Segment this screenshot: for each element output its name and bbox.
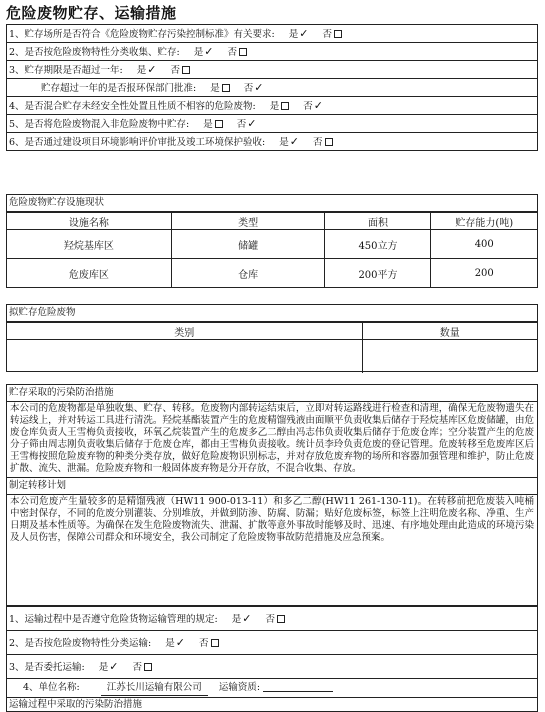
- column-header: 设施名称: [7, 213, 171, 230]
- question-text: 3、是否委托运输:: [9, 662, 85, 673]
- transport-measures-heading: 运输过程中采取的污染防治措施: [9, 699, 143, 710]
- question-text: 3、贮存期限是否超过一年:: [9, 65, 123, 76]
- option-label: 是: [210, 83, 220, 94]
- option-label: 否: [265, 614, 275, 625]
- check-mark-icon: ✓: [299, 27, 309, 40]
- facility-name: 危废库区: [7, 259, 171, 288]
- column-header: 数量: [362, 323, 537, 340]
- question-row: [7, 115, 537, 133]
- option-label: 是: [193, 47, 204, 58]
- table-row: [7, 230, 537, 259]
- checkbox-icon: [239, 48, 247, 56]
- checkbox-icon: [215, 120, 223, 128]
- checkbox-icon: [211, 639, 219, 647]
- option-label: 是: [288, 29, 299, 40]
- question-text: 4、是否混合贮存未经安全性处置且性质不相容的危险废物:: [9, 101, 256, 112]
- table-row: [7, 259, 537, 288]
- option-yes[interactable]: [270, 98, 290, 115]
- check-mark-icon: ✓: [109, 660, 119, 673]
- transport-unit-value: 江苏长川运输有限公司: [101, 681, 208, 696]
- question-text: 1、运输过程中是否遵守危险货物运输管理的规定:: [9, 614, 218, 625]
- option-no[interactable]: [244, 79, 264, 97]
- option-label: 否: [170, 65, 180, 76]
- checkbox-icon: [222, 84, 230, 92]
- option-no[interactable]: [170, 62, 190, 79]
- question-row: [7, 655, 537, 678]
- option-label: 否: [243, 83, 254, 94]
- option-label: 否: [227, 47, 237, 58]
- checkbox-icon: [277, 615, 285, 623]
- storage-questions-box: [6, 24, 538, 151]
- facility-area: 200平方: [325, 259, 431, 288]
- option-label: 是: [136, 65, 147, 76]
- option-label: 否: [303, 101, 313, 112]
- option-label: 是: [279, 137, 289, 148]
- option-no[interactable]: [227, 44, 247, 61]
- facilities-table: [7, 212, 537, 287]
- option-no[interactable]: [199, 632, 219, 655]
- option-yes[interactable]: [289, 25, 309, 43]
- question-text: 5、是否将危险废物混入非危险废物中贮存:: [9, 119, 190, 130]
- facility-area: 450立方: [325, 230, 431, 259]
- facilities-header-row: [7, 213, 537, 230]
- check-mark-icon: ✓: [242, 612, 252, 625]
- facility-capacity: 200: [431, 259, 537, 288]
- checkbox-icon: [182, 66, 190, 74]
- transport-measures-box: [6, 697, 538, 712]
- question-text: 2、是否按危险废物特性分类运输:: [9, 638, 152, 649]
- option-no[interactable]: [265, 608, 285, 631]
- option-yes[interactable]: [99, 655, 119, 678]
- table-row: [7, 340, 537, 374]
- option-yes[interactable]: [210, 80, 230, 97]
- question-text: 2、是否按危险废物特性分类收集、贮存:: [9, 47, 180, 58]
- option-label: 是: [98, 662, 109, 673]
- check-mark-icon: ✓: [247, 117, 257, 130]
- question-row: [7, 607, 537, 631]
- transport-qual-value: [263, 679, 333, 692]
- option-label: 否: [236, 119, 247, 130]
- measures-heading: 贮存采取的污染防治措施: [7, 385, 537, 402]
- question-row: [7, 79, 537, 97]
- planned-table: [7, 322, 537, 373]
- option-label: 是: [165, 638, 175, 649]
- planned-heading: 拟贮存危险废物: [7, 305, 537, 322]
- transport-unit-label: 4、单位名称:: [23, 682, 80, 693]
- transport-unit-box: [6, 678, 538, 698]
- check-mark-icon: ✓: [204, 45, 214, 58]
- planned-waste-box: [6, 304, 538, 372]
- facilities-heading: 危险废物贮存设施现状: [7, 195, 537, 212]
- checkbox-icon: [334, 30, 342, 38]
- option-yes[interactable]: [279, 133, 299, 150]
- option-label: 否: [198, 638, 209, 649]
- option-no[interactable]: [237, 115, 257, 133]
- question-row: [7, 133, 537, 150]
- question-text: 1、贮存场所是否符合《危险废物贮存污染控制标准》有关要求:: [9, 29, 275, 40]
- planned-category-cell: [7, 340, 362, 374]
- measures-box: [6, 384, 538, 606]
- check-mark-icon: ✓: [254, 81, 264, 94]
- option-no[interactable]: [313, 134, 333, 150]
- check-mark-icon: ✓: [175, 636, 185, 649]
- checkbox-icon: [325, 138, 333, 146]
- facility-name: 羟烷基库区: [7, 230, 171, 259]
- transport-qual-label: 运输资质:: [218, 682, 261, 693]
- question-row: [7, 97, 537, 115]
- column-header: 类型: [171, 213, 325, 230]
- question-text: 6、是否通过建设项目环境影响评价审批及竣工环境保护验收:: [9, 137, 266, 148]
- page-title: 危险废物贮存、运输措施: [6, 4, 177, 22]
- option-label: 是: [231, 614, 242, 625]
- facilities-box: [6, 194, 538, 288]
- transfer-plan-heading: 制定转移计划: [7, 478, 537, 495]
- option-yes[interactable]: [203, 116, 223, 133]
- measures-text: 本公司的危废物都是单独收集、贮存、转移。危废物内部转运结束后，立即对转运路线进行检查和清理，确保无危废物遗失在转运线上，并对转运工具进行清洗。羟烷基酯装置产生的危废精馏残液由面顺平负责收集后储存于羟烷基库区危废储罐，由危废仓库负责人王雪梅负责接收，环氧乙烷装置产生的危废多乙二醇由冯志伟负责收集后储存于危废仓库；空分装置产生的危废分子筛由周志刚负责收集后储存于危废仓库，都由王雪梅负责接收。统计员李玲负责危废的登记管理。危废转移至危废库区后王雪梅按照危险废弃物的种类分类存放，做好危险废物识别标志，并对存放危废弃物的场所和容器加强管理和维护，防止危废扩散、流失、泄漏。危险废弃物和一般固体废弃物是分开存放，不混合收集、存放。: [10, 403, 534, 474]
- question-text: 贮存超过一年的是否报环保部门批准:: [41, 83, 197, 94]
- option-yes[interactable]: [137, 61, 157, 79]
- planned-header-row: [7, 323, 537, 340]
- facility-type: 仓库: [171, 259, 325, 288]
- question-row: [7, 61, 537, 79]
- question-row: [7, 25, 537, 43]
- option-no[interactable]: [303, 97, 323, 115]
- option-label: 是: [203, 119, 213, 130]
- transport-questions-box: [6, 606, 538, 679]
- option-label: 否: [312, 137, 323, 148]
- planned-quantity-cell: [362, 340, 537, 374]
- check-mark-icon: ✓: [289, 135, 299, 148]
- facility-capacity: 400: [431, 230, 537, 259]
- option-yes[interactable]: [194, 43, 214, 61]
- option-label: 否: [322, 29, 332, 40]
- option-label: 是: [269, 101, 280, 112]
- question-row: [7, 43, 537, 61]
- column-header: 类别: [7, 323, 362, 340]
- option-yes[interactable]: [165, 631, 185, 655]
- option-no[interactable]: [322, 26, 342, 43]
- checkbox-icon: [281, 102, 289, 110]
- option-no[interactable]: [132, 656, 152, 678]
- transfer-plan-text: 本公司危废产生量较多的是精馏残液（HW11 900-013-11）和多乙二醇(HW11 261-130-11)。在转移前把危废装入吨桶中密封保存，不同的危废分别灌装、分别堆放，并做到防渗、防腐、防漏；贴好危废标签，标签上注明危废名称、净重、生产日期及基本性质等。为确保在发生危险废物流失、泄漏、扩散等意外事故时能够及时、迅速、有序地处理由此造成的环境污染及人员伤害，保障公司群众和环境安全，我公司制定了危险废物事故防范措施及应急预案。: [10, 496, 534, 543]
- check-mark-icon: ✓: [313, 99, 323, 112]
- facility-type: 储罐: [171, 230, 325, 259]
- checkbox-icon: [144, 663, 152, 671]
- question-row: [7, 631, 537, 655]
- option-yes[interactable]: [232, 607, 252, 631]
- column-header: 面积: [325, 213, 431, 230]
- check-mark-icon: ✓: [147, 63, 157, 76]
- column-header: 贮存能力(吨): [431, 213, 537, 230]
- option-label: 否: [132, 662, 142, 673]
